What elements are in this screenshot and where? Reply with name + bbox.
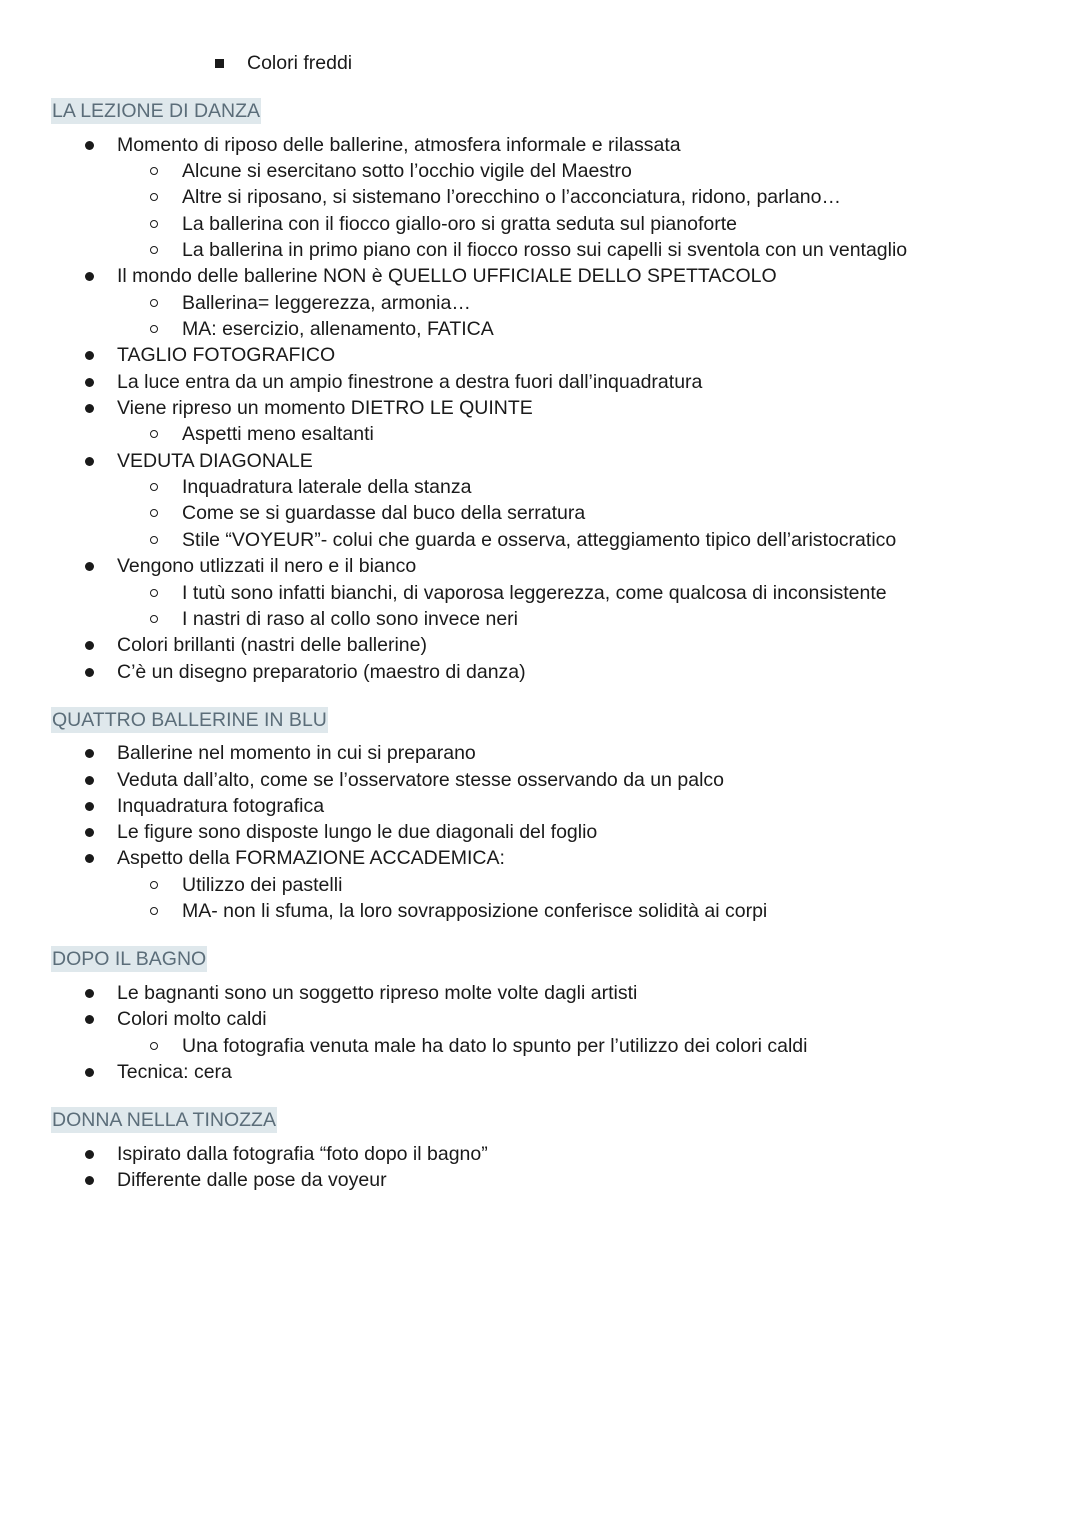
bullet-dot-icon [85,776,94,785]
item-text: MA- non li sfuma, la loro sovrapposizione conferisce solidità ai corpi [182,900,768,922]
item-text: I nastri di raso al collo sono invece neri [182,608,519,630]
bullet-circle-icon [150,325,158,333]
item-text: La ballerina con il fiocco giallo-oro si gratta seduta sul pianoforte [182,213,737,235]
bullet-circle-icon [150,246,158,254]
bullet-dot-icon [85,404,94,413]
bullet-circle-icon [150,193,158,201]
item-text: Stile “VOYEUR”- colui che guarda e osserva, atteggiamento tipico dell’aristocratico [182,529,897,551]
bullet-circle-icon [150,589,158,597]
item-text: La ballerina in primo piano con il fiocco rosso sui capelli si sventola con un ventaglio [182,239,908,261]
bullet-dot-icon [85,562,94,571]
bullet-dot-icon [85,378,94,387]
bullet-circle-icon [150,483,158,491]
item-text: Il mondo delle ballerine NON è QUELLO UFFICIALE DELLO SPETTACOLO [117,265,777,287]
bullet-circle-icon [150,167,158,175]
bullet-dot-icon [85,989,94,998]
item-text: Aspetti meno esaltanti [182,423,374,445]
item-text: Aspetto della FORMAZIONE ACCADEMICA: [117,847,505,869]
item-text: Differente dalle pose da voyeur [117,1169,387,1191]
bullet-dot-icon [85,668,94,677]
item-text: Come se si guardasse dal buco della serratura [182,502,586,524]
item-text: Inquadratura laterale della stanza [182,476,472,498]
bullet-dot-icon [85,1150,94,1159]
item-text: Vengono utlizzati il nero e il bianco [117,555,417,577]
heading-text: DONNA NELLA TINOZZA [52,1109,276,1131]
item-text: Le bagnanti sono un soggetto ripreso molte volte dagli artisti [117,982,638,1004]
bullet-dot-icon [85,1068,94,1077]
item-text: Viene ripreso un momento DIETRO LE QUINTE [117,397,533,419]
bullet-square-icon [215,59,224,68]
bullet-dot-icon [85,802,94,811]
item-text: La luce entra da un ampio finestrone a destra fuori dall’inquadratura [117,371,703,393]
bullet-circle-icon [150,220,158,228]
item-text: Altre si riposano, si sistemano l’orecchino o l’acconciatura, ridono, parlano… [182,186,841,208]
item-text: Tecnica: cera [117,1061,232,1083]
item-text: Colori brillanti (nastri delle ballerine) [117,634,427,656]
bullet-dot-icon [85,141,94,150]
item-text: Inquadratura fotografica [117,795,325,817]
bullet-dot-icon [85,1176,94,1185]
item-text: TAGLIO FOTOGRAFICO [117,344,336,366]
item-text: Alcune si esercitano sotto l’occhio vigile del Maestro [182,160,632,182]
bullet-dot-icon [85,854,94,863]
bullet-circle-icon [150,536,158,544]
item-text: Utilizzo dei pastelli [182,874,343,896]
item-text: Veduta dall’alto, come se l’osservatore stesse osservando da un palco [117,769,725,791]
bullet-circle-icon [150,509,158,517]
item-text: Colori molto caldi [117,1008,267,1030]
heading-text: QUATTRO BALLERINE IN BLU [52,709,327,731]
heading-text: DOPO IL BAGNO [52,948,207,970]
bullet-dot-icon [85,272,94,281]
bullet-dot-icon [85,641,94,650]
bullet-dot-icon [85,828,94,837]
bullet-circle-icon [150,299,158,307]
bullet-circle-icon [150,1042,158,1050]
item-text: Ballerina= leggerezza, armonia… [182,292,471,314]
heading-text: LA LEZIONE DI DANZA [52,100,261,122]
bullet-dot-icon [85,749,94,758]
bullet-dot-icon [85,1015,94,1024]
bullet-circle-icon [150,881,158,889]
bullet-circle-icon [150,430,158,438]
item-text: C’è un disegno preparatorio (maestro di danza) [117,661,526,683]
item-text: Ballerine nel momento in cui si preparano [117,742,476,764]
item-text: Una fotografia venuta male ha dato lo spunto per l’utilizzo dei colori caldi [182,1035,808,1057]
bullet-circle-icon [150,907,158,915]
bullet-dot-icon [85,351,94,360]
item-text: Colori freddi [247,52,353,74]
item-text: Momento di riposo delle ballerine, atmosfera informale e rilassata [117,134,681,156]
item-text: MA: esercizio, allenamento, FATICA [182,318,494,340]
bullet-dot-icon [85,457,94,466]
item-text: Le figure sono disposte lungo le due diagonali del foglio [117,821,598,843]
item-text: VEDUTA DIAGONALE [117,450,313,472]
bullet-circle-icon [150,615,158,623]
item-text: Ispirato dalla fotografia “foto dopo il bagno” [117,1143,488,1165]
item-text: I tutù sono infatti bianchi, di vaporosa leggerezza, come qualcosa di inconsistente [182,582,887,604]
